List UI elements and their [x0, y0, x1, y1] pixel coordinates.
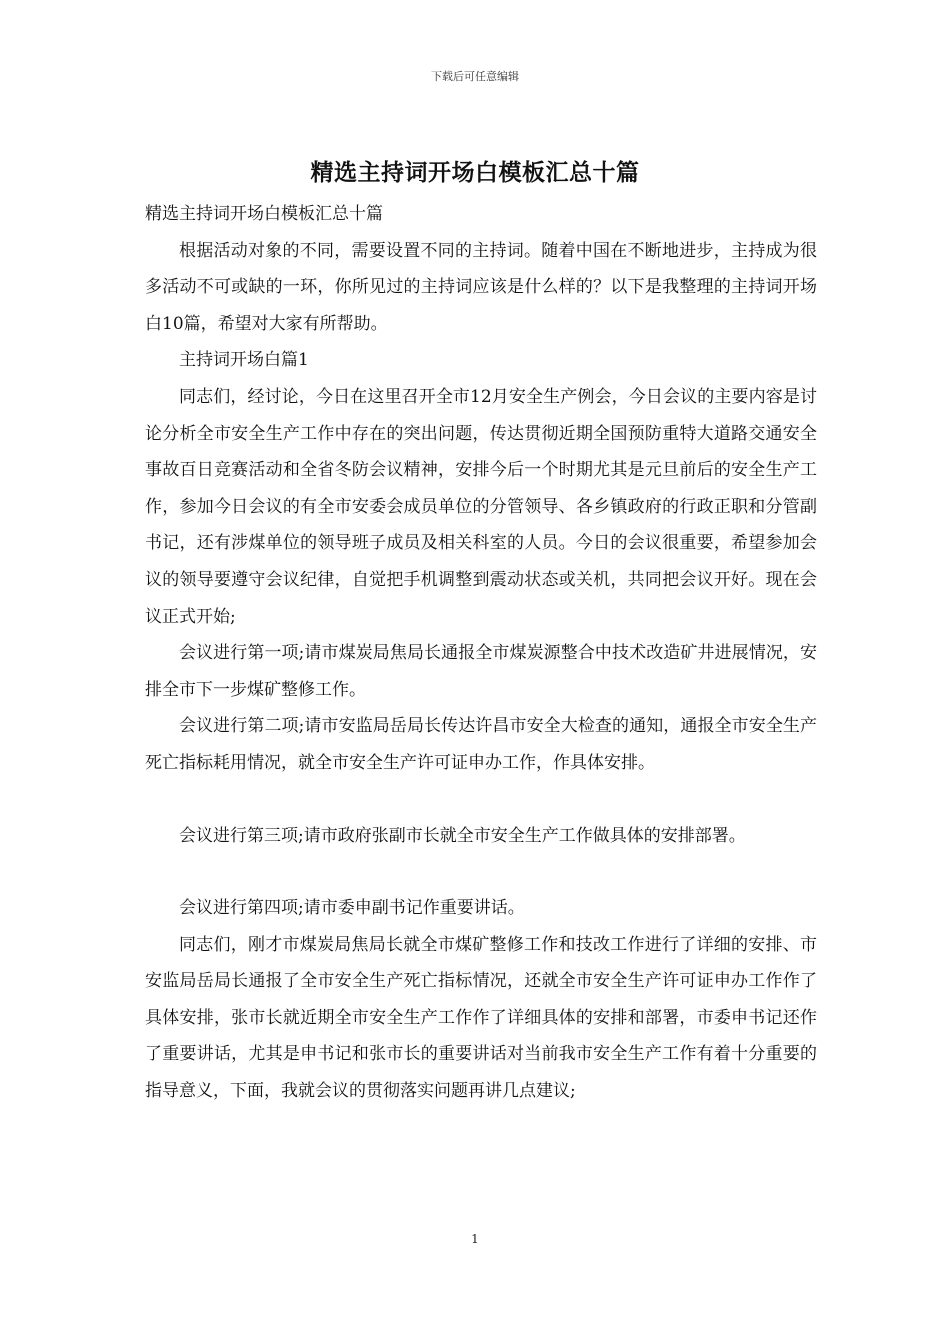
intro-paragraph: 根据活动对象的不同，需要设置不同的主持词。随着中国在不断地进步，主持成为很多活动不可或缺的一环，你所见过的主持词应该是什么样的？以下是我整理的主持词开场白10篇，希望对大家有所帮助。 [145, 240, 817, 334]
page-number: 1 [471, 1232, 479, 1246]
body-paragraph: 会议进行第三项;请市政府张副市长就全市安全生产工作做具体的安排部署。 [179, 825, 746, 846]
document-title: 精选主持词开场白模板汇总十篇 [310, 159, 640, 186]
section-heading: 主持词开场白篇1 [179, 350, 309, 371]
body-paragraph: 同志们，经讨论，今日在这里召开全市12月安全生产例会，今日会议的主要内容是讨论分析全市安全生产工作中存在的突出问题，传达贯彻近期全国预防重特大道路交通安全事故百日竞赛活动和全省冬防会议精神，安排今后一个时期尤其是元旦前后的安全生产工作，参加今日会议的有全市安委会成员单位的分管领导、各乡镇政府的行政正职和分管副书记，还有涉煤单位的领导班子成员及相关科室的人员。今日的会议很重要，希望参加会议的领导要遵守会议纪律，自觉把手机调整到震动状态或关机，共同把会议开好。现在会议正式开始; [145, 386, 817, 627]
header-note: 下载后可任意编辑 [431, 70, 519, 83]
body-paragraph: 会议进行第二项;请市安监局岳局长传达许昌市安全大检查的通知，通报全市安全生产死亡指标耗用情况，就全市安全生产许可证申办工作，作具体安排。 [145, 716, 817, 773]
document-body [145, 196, 817, 1110]
document-subtitle: 精选主持词开场白模板汇总十篇 [145, 204, 383, 224]
body-paragraph: 会议进行第一项;请市煤炭局焦局长通报全市煤炭源整合中技术改造矿井进展情况，安排全市下一步煤矿整修工作。 [145, 643, 817, 700]
body-paragraph: 同志们，刚才市煤炭局焦局长就全市煤矿整修工作和技改工作进行了详细的安排、市安监局岳局长通报了全市安全生产死亡指标情况，还就全市安全生产许可证申办工作作了具体安排，张市长就近期全市安全生产工作作了详细具体的安排和部署，市委申书记还作了重要讲话，尤其是申书记和张市长的重要讲话对当前我市安全生产工作有着十分重要的指导意义，下面，我就会议的贯彻落实问题再讲几点建议; [145, 934, 817, 1102]
body-paragraph: 会议进行第四项;请市委申副书记作重要讲话。 [179, 898, 525, 919]
